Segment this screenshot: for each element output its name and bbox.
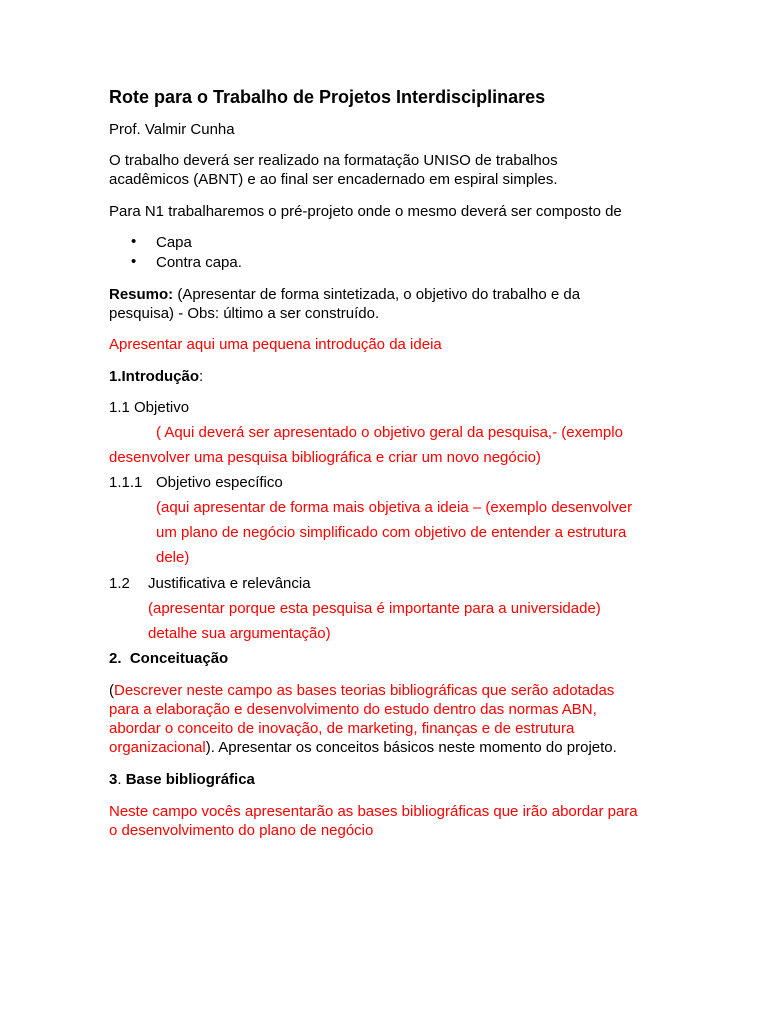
section-3-note-line-2: o desenvolvimento do plano de negócio [109,822,374,839]
section-1-heading [109,367,203,386]
list-item: Capa [156,234,192,251]
resumo-line-1 [109,285,580,304]
section-1-1-note-line-2: desenvolver uma pesquisa bibliográfica e criar um novo negócio) [109,449,541,466]
n1-paragraph: Para N1 trabalharemos o pré-projeto onde o mesmo deverá ser composto de [109,203,622,220]
section-2-tail: ). Apresentar os conceitos básicos neste momento do projeto. [205,739,617,756]
section-1-colon: : [199,368,204,385]
section-2-note-line-3: abordar o conceito de inovação, de marketing, finanças e de estrutura [109,720,575,737]
section-2-heading: 2. Conceituação [109,650,229,667]
section-2-open-paren: ( [109,682,114,699]
red-intro-note: Apresentar aqui uma pequena introdução da ideia [109,336,442,353]
section-1-label: 1.Introdução [109,368,200,385]
section-3-dot: . [117,771,126,788]
section-2-line-1 [109,681,614,700]
section-1-1-note-line-1: ( Aqui deverá ser apresentado o objetivo geral da pesquisa,- (exemplo [156,424,623,441]
section-2-note-line-2: para a elaboração e desenvolvimento do estudo dentro das normas ABN, [109,701,597,718]
section-2-note-line-4: organizacional [109,739,206,756]
section-1-2-number: 1.2 [109,575,130,592]
doc-title: Rote para o Trabalho de Projetos Interdisciplinares [109,87,546,107]
section-3-label: Base bibliográfica [125,771,255,788]
section-1-2-note-line-2: detalhe sua argumentação) [148,625,331,642]
section-1-1-heading: 1.1 Objetivo [109,399,190,416]
section-3-number: 3 [109,771,118,788]
intro-line-2: acadêmicos (ABNT) e ao final ser encadernado em espiral simples. [109,171,558,188]
section-1-1-1-note-line-2: um plano de negócio simplificado com objetivo de entender a estrutura [156,524,627,541]
section-1-1-1-note-line-3: dele) [156,549,190,566]
bullet-icon: • [131,233,137,250]
author: Prof. Valmir Cunha [109,121,235,138]
section-1-1-1-number: 1.1.1 [109,474,143,491]
section-1-2-note-line-1: (apresentar porque esta pesquisa é importante para a universidade) [148,600,601,617]
section-1-1-1-heading: Objetivo específico [156,474,283,491]
section-3-note-line-1: Neste campo vocês apresentarão as bases bibliográficas que irão abordar para [109,803,638,820]
bullet-icon: • [131,253,137,270]
section-3-heading [109,770,255,789]
section-1-1-1-note-line-1: (aqui apresentar de forma mais objetiva a ideia – (exemplo desenvolver [156,499,633,516]
section-2-line-4 [109,738,617,757]
section-2-note-line-1: Descrever neste campo as bases teorias bibliográficas que serão adotadas [114,682,615,699]
intro-line-1: O trabalho deverá ser realizado na formatação UNISO de trabalhos [109,152,558,169]
section-1-2-heading: Justificativa e relevância [148,575,311,592]
resumo-line-2: pesquisa) - Obs: último a ser construído. [109,305,380,322]
resumo-label: Resumo: [109,286,174,303]
list-item: Contra capa. [156,254,242,271]
resumo-text: (Apresentar de forma sintetizada, o objetivo do trabalho e da [173,286,581,303]
